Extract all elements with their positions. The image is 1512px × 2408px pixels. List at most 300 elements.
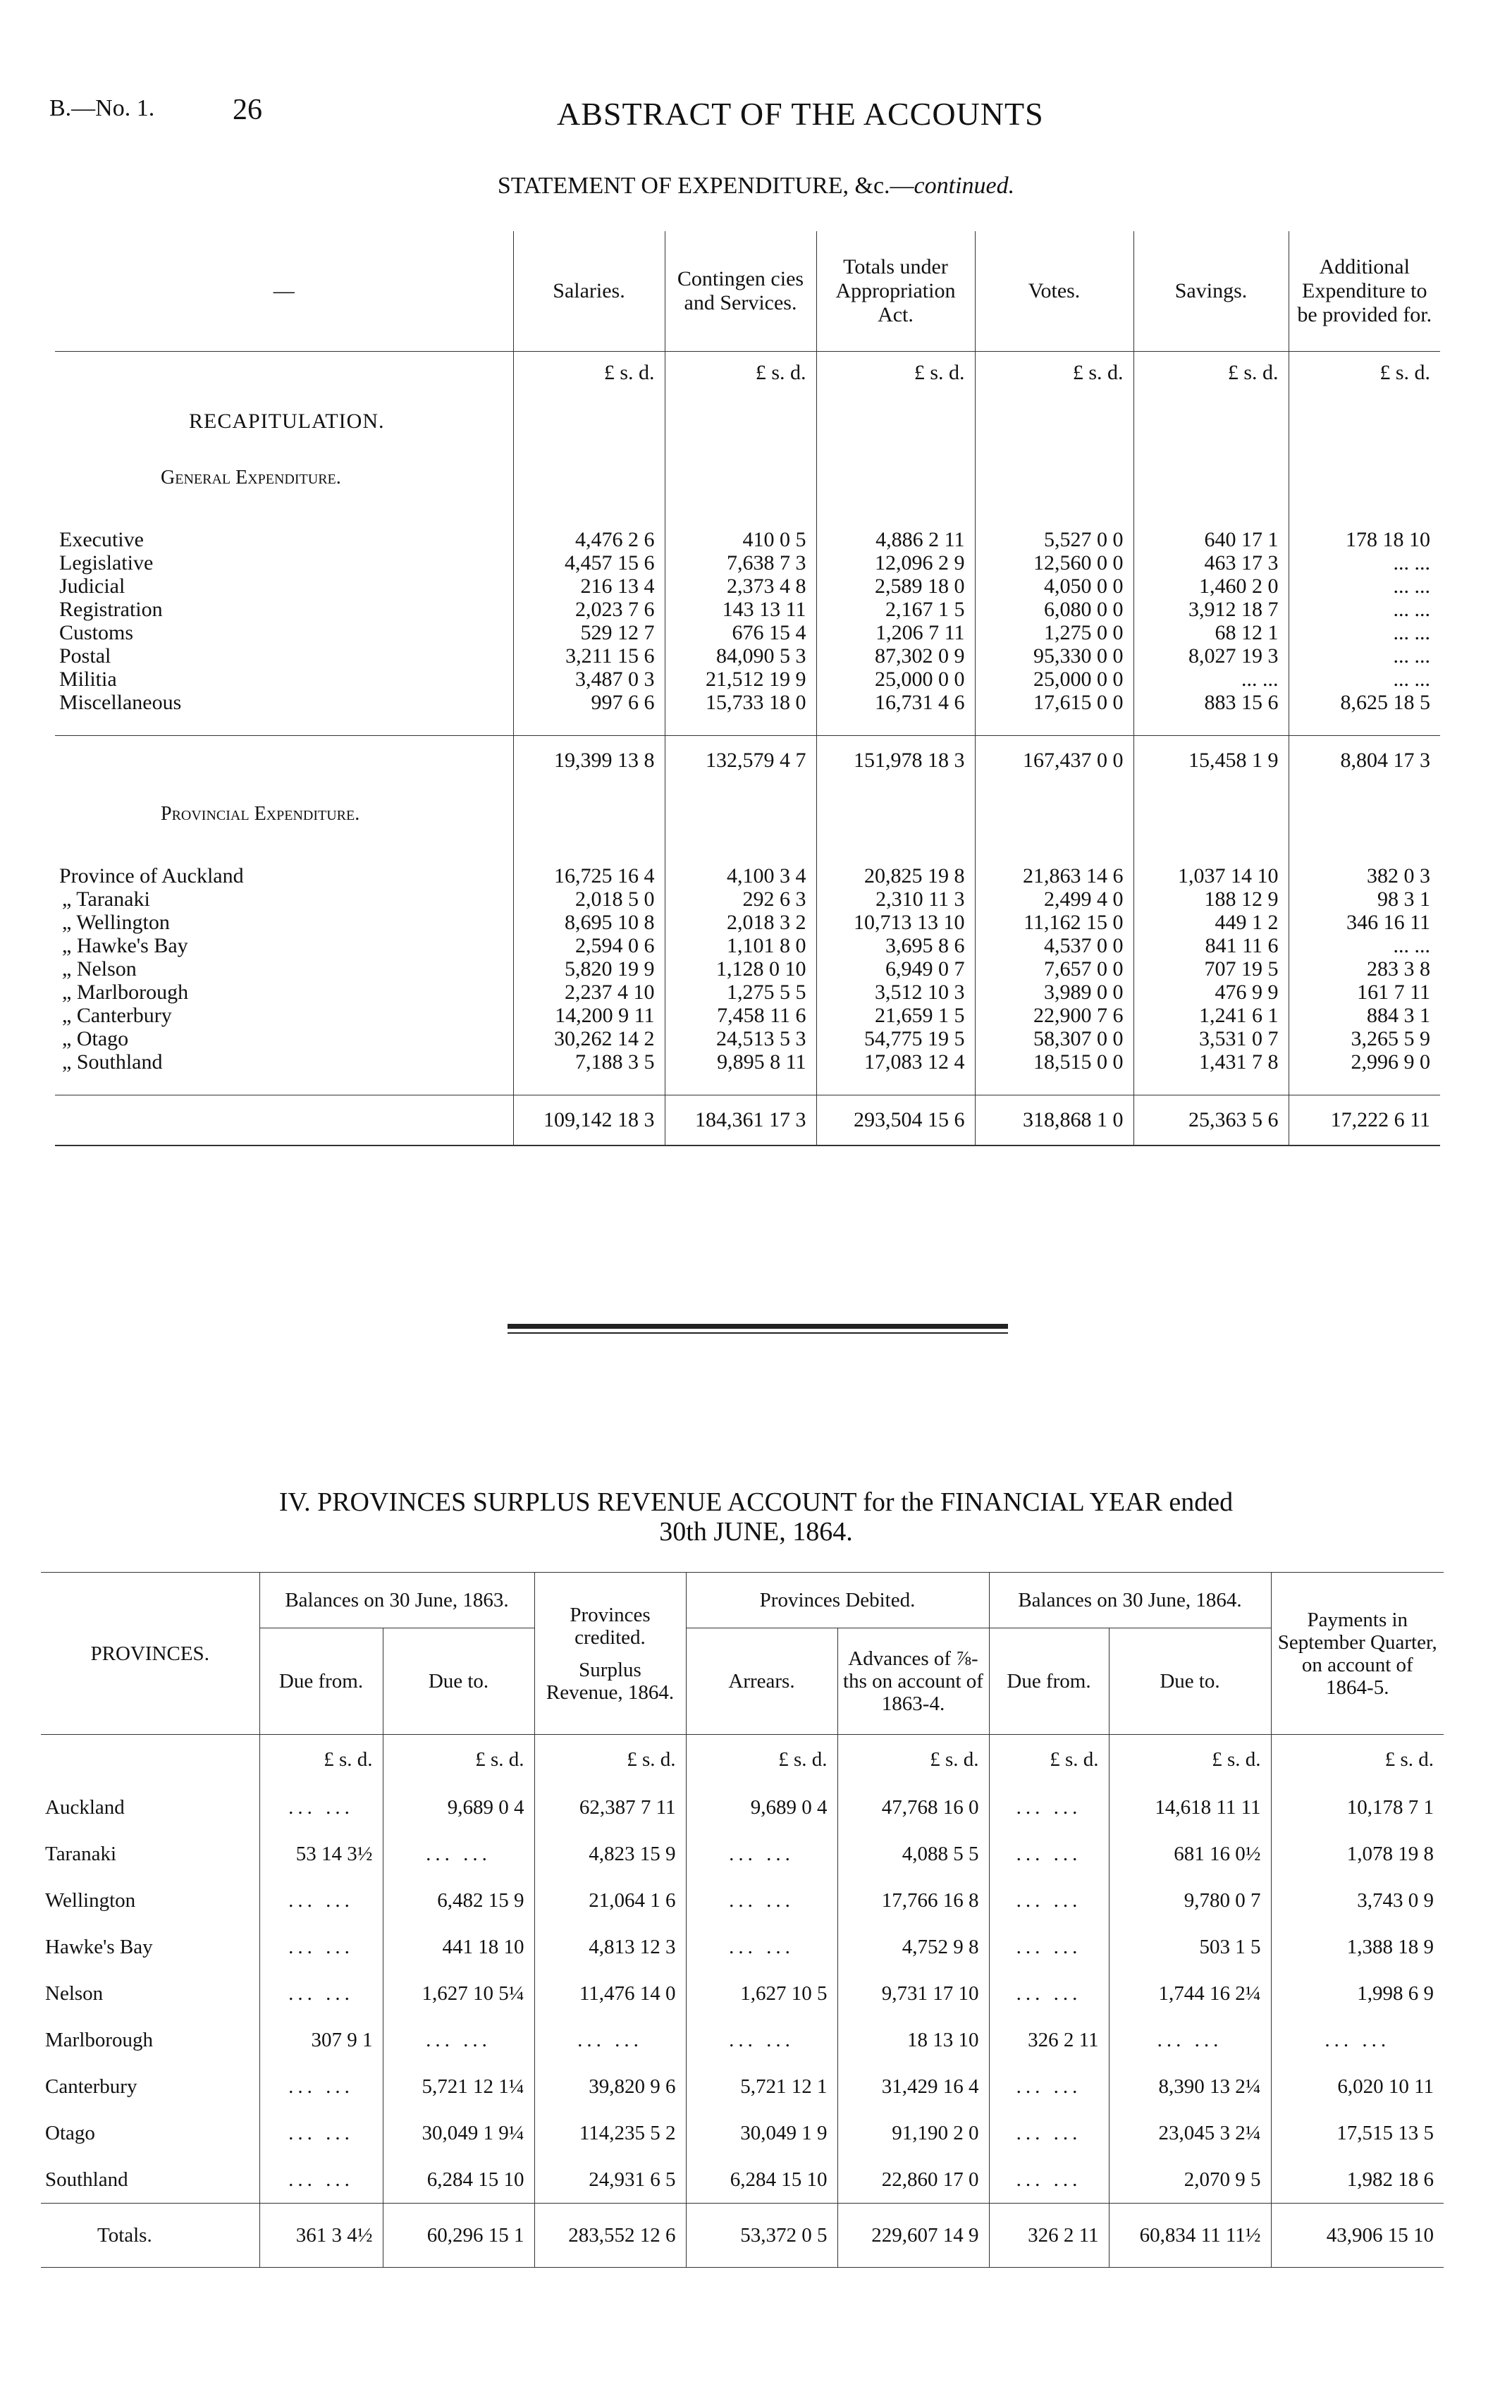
- amount-cell: 3,211 15 6: [513, 644, 665, 668]
- amount-cell: 25,000 0 0: [816, 668, 975, 691]
- amount-cell: 449 1 2: [1133, 911, 1289, 934]
- units-cell: £ s. d.: [975, 352, 1133, 395]
- amount-cell: 5,721 12 1: [686, 2063, 837, 2110]
- units-cell: £ s. d.: [1271, 1735, 1444, 1785]
- credited-label: Provinces credited.: [570, 1603, 651, 1649]
- amount-cell: 3,512 10 3: [816, 981, 975, 1004]
- amount-cell: ... ...: [1289, 934, 1440, 957]
- amount-cell: 6,482 15 9: [383, 1877, 534, 1924]
- table-row: [55, 1027, 1440, 1050]
- table-row: [55, 644, 1440, 668]
- amount-cell: ... ...: [686, 1831, 837, 1877]
- amount-cell: 6,020 10 11: [1271, 2063, 1444, 2110]
- col-header-totals: Totals under Appropriation Act.: [816, 231, 975, 352]
- total-cell: 184,361 17 3: [665, 1095, 816, 1146]
- amount-cell: 4,050 0 0: [975, 575, 1133, 598]
- t2-header-row-1: [41, 1573, 1444, 1628]
- total-cell: 167,437 0 0: [975, 736, 1133, 786]
- amount-cell: ... ...: [1271, 2017, 1444, 2063]
- units-cell: £ s. d.: [1109, 1735, 1271, 1785]
- amount-cell: 161 7 11: [1289, 981, 1440, 1004]
- units-cell: £ s. d.: [383, 1735, 534, 1785]
- general-total-row: [55, 736, 1440, 786]
- amount-cell: 1,998 6 9: [1271, 1970, 1444, 2017]
- amount-cell: 87,302 0 9: [816, 644, 975, 668]
- amount-cell: 12,096 2 9: [816, 551, 975, 575]
- amount-cell: 2,310 11 3: [816, 887, 975, 911]
- total-cell: 318,868 1 0: [975, 1095, 1133, 1146]
- total-cell: 53,372 0 5: [686, 2204, 837, 2268]
- subtitle-text: STATEMENT OF EXPENDITURE, &c.—: [497, 173, 914, 199]
- table-row: [55, 598, 1440, 621]
- amount-cell: 2,373 4 8: [665, 575, 816, 598]
- amount-cell: 3,487 0 3: [513, 668, 665, 691]
- table-row: [55, 981, 1440, 1004]
- statement-subtitle: [0, 173, 1512, 199]
- amount-cell: 98 3 1: [1289, 887, 1440, 911]
- units-cell: £ s. d.: [1133, 352, 1289, 395]
- amount-cell: 476 9 9: [1133, 981, 1289, 1004]
- units-cell: £ s. d.: [989, 1735, 1109, 1785]
- table-row: [41, 1877, 1444, 1924]
- row-label: „ Hawke's Bay: [62, 934, 188, 957]
- table-row: [41, 2017, 1444, 2063]
- amount-cell: 15,733 18 0: [665, 691, 816, 714]
- amount-cell: 2,167 1 5: [816, 598, 975, 621]
- amount-cell: 18,515 0 0: [975, 1050, 1133, 1074]
- amount-cell: 22,860 17 0: [837, 2156, 989, 2204]
- row-label: „ Canterbury: [62, 1004, 172, 1027]
- amount-cell: 21,512 19 9: [665, 668, 816, 691]
- amount-cell: 2,499 4 0: [975, 887, 1133, 911]
- table-row: [55, 528, 1440, 551]
- amount-cell: 1,241 6 1: [1133, 1004, 1289, 1027]
- amount-cell: 2,594 0 6: [513, 934, 665, 957]
- amount-cell: 8,390 13 2¼: [1109, 2063, 1271, 2110]
- table-row: [41, 2156, 1444, 2204]
- amount-cell: 463 17 3: [1133, 551, 1289, 575]
- amount-cell: ... ...: [1289, 575, 1440, 598]
- amount-cell: ... ...: [989, 1784, 1109, 1831]
- table-row: [55, 934, 1440, 957]
- amount-cell: 441 18 10: [383, 1924, 534, 1970]
- amount-cell: 4,537 0 0: [975, 934, 1133, 957]
- amount-cell: 3,695 8 6: [816, 934, 975, 957]
- col-header-blank: —: [55, 231, 513, 352]
- amount-cell: 4,457 15 6: [513, 551, 665, 575]
- units-cell: £ s. d.: [837, 1735, 989, 1785]
- amount-cell: 4,752 9 8: [837, 1924, 989, 1970]
- amount-cell: 14,618 11 11: [1109, 1784, 1271, 1831]
- amount-cell: 7,188 3 5: [513, 1050, 665, 1074]
- table-row: [55, 691, 1440, 714]
- amount-cell: 4,813 12 3: [534, 1924, 686, 1970]
- arrears-header: Arrears.: [686, 1628, 837, 1735]
- table-row: [55, 864, 1440, 887]
- payments-header: Payments in September Quarter, on account of 1864-5.: [1271, 1573, 1444, 1735]
- amount-cell: ... ...: [383, 2017, 534, 2063]
- table-row: [55, 668, 1440, 691]
- amount-cell: 326 2 11: [989, 2017, 1109, 2063]
- amount-cell: 31,429 16 4: [837, 2063, 989, 2110]
- amount-cell: 3,989 0 0: [975, 981, 1133, 1004]
- row-label: „ Nelson: [62, 957, 137, 981]
- totals-row: [41, 2204, 1444, 2268]
- amount-cell: ... ...: [259, 1970, 383, 2017]
- amount-cell: 1,101 8 0: [665, 934, 816, 957]
- amount-cell: 410 0 5: [665, 528, 816, 551]
- row-label: Customs: [59, 621, 134, 644]
- amount-cell: 9,895 8 11: [665, 1050, 816, 1074]
- provincial-expenditure-heading: Provincial Expenditure.: [161, 803, 360, 825]
- amount-cell: 1,982 18 6: [1271, 2156, 1444, 2204]
- amount-cell: 58,307 0 0: [975, 1027, 1133, 1050]
- units-cell: £ s. d.: [665, 352, 816, 395]
- total-cell: 17,222 6 11: [1289, 1095, 1440, 1146]
- province-label: Hawke's Bay: [45, 1935, 153, 1958]
- row-label: Miscellaneous: [59, 691, 182, 714]
- due-to-1863-header: Due to.: [383, 1628, 534, 1735]
- col-header-votes: Votes.: [975, 231, 1133, 352]
- surplus-table-body: [41, 1735, 1444, 2268]
- amount-cell: 12,560 0 0: [975, 551, 1133, 575]
- table-row: [55, 575, 1440, 598]
- spacer-row: [55, 507, 1440, 528]
- amount-cell: 17,766 16 8: [837, 1877, 989, 1924]
- amount-cell: 24,931 6 5: [534, 2156, 686, 2204]
- amount-cell: 2,237 4 10: [513, 981, 665, 1004]
- units-blank: [55, 352, 513, 395]
- amount-cell: ... ...: [989, 2110, 1109, 2156]
- total-cell: 361 3 4½: [259, 2204, 383, 2268]
- amount-cell: 4,476 2 6: [513, 528, 665, 551]
- spacer-row: [55, 714, 1440, 736]
- amount-cell: 30,262 14 2: [513, 1027, 665, 1050]
- spacer-row: [55, 843, 1440, 864]
- province-label: Marlborough: [45, 2028, 154, 2051]
- amount-cell: ... ...: [259, 2156, 383, 2204]
- province-label: Wellington: [45, 1888, 136, 1912]
- expenditure-table: [55, 231, 1440, 1146]
- amount-cell: 1,431 7 8: [1133, 1050, 1289, 1074]
- table-row: [55, 887, 1440, 911]
- province-label: Otago: [45, 2121, 95, 2144]
- amount-cell: 676 15 4: [665, 621, 816, 644]
- amount-cell: ... ...: [686, 1924, 837, 1970]
- expenditure-table-body: [55, 352, 1440, 1146]
- amount-cell: 4,823 15 9: [534, 1831, 686, 1877]
- amount-cell: 9,689 0 4: [686, 1784, 837, 1831]
- table-row: [41, 2110, 1444, 2156]
- total-cell: 283,552 12 6: [534, 2204, 686, 2268]
- amount-cell: 997 6 6: [513, 691, 665, 714]
- amount-cell: 2,018 3 2: [665, 911, 816, 934]
- total-cell: 60,296 15 1: [383, 2204, 534, 2268]
- amount-cell: 307 9 1: [259, 2017, 383, 2063]
- amount-cell: 3,531 0 7: [1133, 1027, 1289, 1050]
- amount-cell: 2,023 7 6: [513, 598, 665, 621]
- amount-cell: 9,731 17 10: [837, 1970, 989, 2017]
- total-cell: 60,834 11 11½: [1109, 2204, 1271, 2268]
- amount-cell: 5,527 0 0: [975, 528, 1133, 551]
- amount-cell: 5,721 12 1¼: [383, 2063, 534, 2110]
- amount-cell: 21,659 1 5: [816, 1004, 975, 1027]
- amount-cell: ... ...: [989, 1970, 1109, 2017]
- amount-cell: 16,731 4 6: [816, 691, 975, 714]
- amount-cell: ... ...: [686, 2017, 837, 2063]
- amount-cell: ... ...: [259, 1877, 383, 1924]
- amount-cell: ... ...: [259, 2110, 383, 2156]
- amount-cell: 84,090 5 3: [665, 644, 816, 668]
- page-title: ABSTRACT OF THE ACCOUNTS: [557, 96, 1044, 132]
- amount-cell: 20,825 19 8: [816, 864, 975, 887]
- amount-cell: ... ...: [383, 1831, 534, 1877]
- amount-cell: 11,162 15 0: [975, 911, 1133, 934]
- totals-label: Totals.: [41, 2204, 259, 2268]
- provinces-header: PROVINCES.: [90, 1642, 209, 1665]
- amount-cell: 4,100 3 4: [665, 864, 816, 887]
- amount-cell: 1,078 19 8: [1271, 1831, 1444, 1877]
- total-cell: 109,142 18 3: [513, 1095, 665, 1146]
- amount-cell: 143 13 11: [665, 598, 816, 621]
- amount-cell: 1,744 16 2¼: [1109, 1970, 1271, 2017]
- amount-cell: 1,037 14 10: [1133, 864, 1289, 887]
- balances-1863-header: Balances on 30 June, 1863.: [259, 1573, 534, 1628]
- amount-cell: 2,589 18 0: [816, 575, 975, 598]
- amount-cell: 21,863 14 6: [975, 864, 1133, 887]
- total-cell: 15,458 1 9: [1133, 736, 1289, 786]
- amount-cell: 8,695 10 8: [513, 911, 665, 934]
- total-cell: 132,579 4 7: [665, 736, 816, 786]
- amount-cell: 6,949 0 7: [816, 957, 975, 981]
- amount-cell: 3,265 5 9: [1289, 1027, 1440, 1050]
- divider-rule: [508, 1324, 1008, 1329]
- row-label: Registration: [59, 598, 163, 621]
- amount-cell: 216 13 4: [513, 575, 665, 598]
- section-row: [55, 394, 1440, 449]
- amount-cell: 22,900 7 6: [975, 1004, 1133, 1027]
- amount-cell: 21,064 1 6: [534, 1877, 686, 1924]
- amount-cell: 10,178 7 1: [1271, 1784, 1444, 1831]
- section-row: [55, 785, 1440, 843]
- general-expenditure-heading: General Expenditure.: [161, 467, 341, 489]
- amount-cell: 1,206 7 11: [816, 621, 975, 644]
- amount-cell: 68 12 1: [1133, 621, 1289, 644]
- amount-cell: 292 6 3: [665, 887, 816, 911]
- total-cell: 8,804 17 3: [1289, 736, 1440, 786]
- amount-cell: ... ...: [1289, 644, 1440, 668]
- amount-cell: 1,128 0 10: [665, 957, 816, 981]
- amount-cell: 640 17 1: [1133, 528, 1289, 551]
- province-label: Nelson: [45, 1982, 104, 2005]
- col-header-contingencies: Contingen cies and Services.: [665, 231, 816, 352]
- section-row: [55, 449, 1440, 507]
- amount-cell: 25,000 0 0: [975, 668, 1133, 691]
- divider-rule-thin: [508, 1332, 1008, 1334]
- expenditure-column-headers: [55, 231, 1440, 352]
- row-label: Judicial: [59, 575, 125, 598]
- units-blank: [41, 1735, 259, 1785]
- amount-cell: 11,476 14 0: [534, 1970, 686, 2017]
- total-cell: 25,363 5 6: [1133, 1095, 1289, 1146]
- amount-cell: 30,049 1 9: [686, 2110, 837, 2156]
- row-label: Legislative: [59, 551, 154, 575]
- units-cell: £ s. d.: [686, 1735, 837, 1785]
- amount-cell: 283 3 8: [1289, 957, 1440, 981]
- row-label: „ Otago: [62, 1027, 129, 1050]
- amount-cell: 18 13 10: [837, 2017, 989, 2063]
- amount-cell: 1,275 0 0: [975, 621, 1133, 644]
- table-row: [55, 1050, 1440, 1074]
- amount-cell: 4,886 2 11: [816, 528, 975, 551]
- amount-cell: 382 0 3: [1289, 864, 1440, 887]
- amount-cell: ... ...: [1289, 668, 1440, 691]
- provincial-total-row: [55, 1095, 1440, 1146]
- row-label: „ Southland: [62, 1050, 163, 1074]
- table-row: [55, 551, 1440, 575]
- units-cell: £ s. d.: [816, 352, 975, 395]
- recapitulation-heading: RECAPITULATION.: [189, 410, 385, 433]
- total-cell: 293,504 15 6: [816, 1095, 975, 1146]
- surplus-revenue-label: Surplus Revenue, 1864.: [546, 1658, 675, 1704]
- amount-cell: 9,780 0 7: [1109, 1877, 1271, 1924]
- amount-cell: 178 18 10: [1289, 528, 1440, 551]
- amount-cell: 707 19 5: [1133, 957, 1289, 981]
- t2-units-row: [41, 1735, 1444, 1785]
- due-to-1864-header: Due to.: [1109, 1628, 1271, 1735]
- amount-cell: ... ...: [1289, 598, 1440, 621]
- balances-1864-header: Balances on 30 June, 1864.: [989, 1573, 1271, 1628]
- amount-cell: 95,330 0 0: [975, 644, 1133, 668]
- amount-cell: 47,768 16 0: [837, 1784, 989, 1831]
- table-row: [41, 1924, 1444, 1970]
- amount-cell: 5,820 19 9: [513, 957, 665, 981]
- amount-cell: 681 16 0½: [1109, 1831, 1271, 1877]
- spacer-row: [55, 1074, 1440, 1095]
- amount-cell: ... ...: [1109, 2017, 1271, 2063]
- amount-cell: 23,045 3 2¼: [1109, 2110, 1271, 2156]
- amount-cell: 6,284 15 10: [686, 2156, 837, 2204]
- units-cell: £ s. d.: [534, 1735, 686, 1785]
- row-label: „ Taranaki: [62, 887, 150, 911]
- table-row: [41, 1831, 1444, 1877]
- table-row: [41, 2063, 1444, 2110]
- amount-cell: 1,388 18 9: [1271, 1924, 1444, 1970]
- amount-cell: 8,027 19 3: [1133, 644, 1289, 668]
- amount-cell: ... ...: [534, 2017, 686, 2063]
- amount-cell: 17,083 12 4: [816, 1050, 975, 1074]
- surplus-revenue-table: [41, 1572, 1444, 2268]
- amount-cell: ... ...: [259, 2063, 383, 2110]
- advances-header: Advances of ⅞-ths on account of 1863-4.: [837, 1628, 989, 1735]
- table-row: [41, 1784, 1444, 1831]
- amount-cell: 1,627 10 5¼: [383, 1970, 534, 2017]
- amount-cell: ... ...: [989, 1877, 1109, 1924]
- amount-cell: 3,743 0 9: [1271, 1877, 1444, 1924]
- amount-cell: 1,275 5 5: [665, 981, 816, 1004]
- amount-cell: 884 3 1: [1289, 1004, 1440, 1027]
- amount-cell: ... ...: [989, 1831, 1109, 1877]
- amount-cell: 16,725 16 4: [513, 864, 665, 887]
- amount-cell: 6,080 0 0: [975, 598, 1133, 621]
- province-label: Taranaki: [45, 1842, 117, 1865]
- provinces-credited-header: [534, 1573, 686, 1735]
- amount-cell: 7,638 7 3: [665, 551, 816, 575]
- amount-cell: 2,018 5 0: [513, 887, 665, 911]
- amount-cell: 3,912 18 7: [1133, 598, 1289, 621]
- amount-cell: 53 14 3½: [259, 1831, 383, 1877]
- province-label: Southland: [45, 2168, 128, 2191]
- amount-cell: 14,200 9 11: [513, 1004, 665, 1027]
- provinces-debited-header: Provinces Debited.: [686, 1573, 989, 1628]
- amount-cell: 54,775 19 5: [816, 1027, 975, 1050]
- row-label: Postal: [59, 644, 111, 668]
- units-row: [55, 352, 1440, 395]
- amount-cell: 1,627 10 5: [686, 1970, 837, 2017]
- amount-cell: 62,387 7 11: [534, 1784, 686, 1831]
- total-cell: 151,978 18 3: [816, 736, 975, 786]
- total-cell: 43,906 15 10: [1271, 2204, 1444, 2268]
- amount-cell: ... ...: [989, 2063, 1109, 2110]
- amount-cell: ... ...: [989, 2156, 1109, 2204]
- col-header-additional: Additional Expenditure to be provided for.: [1289, 231, 1440, 352]
- amount-cell: ... ...: [686, 1877, 837, 1924]
- table-row: [41, 1970, 1444, 2017]
- amount-cell: ... ...: [259, 1924, 383, 1970]
- document-reference: B.—No. 1.: [49, 95, 155, 121]
- amount-cell: 188 12 9: [1133, 887, 1289, 911]
- amount-cell: 10,713 13 10: [816, 911, 975, 934]
- total-cell: 229,607 14 9: [837, 2204, 989, 2268]
- province-label: Canterbury: [45, 2075, 137, 2098]
- amount-cell: 346 16 11: [1289, 911, 1440, 934]
- total-cell: 19,399 13 8: [513, 736, 665, 786]
- row-label: „ Wellington: [62, 911, 170, 934]
- row-label: Militia: [59, 668, 117, 691]
- surplus-title-line1: IV. PROVINCES SURPLUS REVENUE ACCOUNT for the FINANCIAL YEAR ended: [278, 1487, 1234, 1517]
- row-label: Executive: [59, 528, 144, 551]
- amount-cell: 4,088 5 5: [837, 1831, 989, 1877]
- table-row: [55, 1004, 1440, 1027]
- amount-cell: 39,820 9 6: [534, 2063, 686, 2110]
- col-header-savings: Savings.: [1133, 231, 1289, 352]
- amount-cell: 114,235 5 2: [534, 2110, 686, 2156]
- total-cell: 326 2 11: [989, 2204, 1109, 2268]
- table-row: [55, 621, 1440, 644]
- amount-cell: 883 15 6: [1133, 691, 1289, 714]
- amount-cell: 24,513 5 3: [665, 1027, 816, 1050]
- amount-cell: 2,070 9 5: [1109, 2156, 1271, 2204]
- surplus-account-title: [0, 1487, 1512, 1547]
- amount-cell: ... ...: [1133, 668, 1289, 691]
- amount-cell: 503 1 5: [1109, 1924, 1271, 1970]
- amount-cell: 7,657 0 0: [975, 957, 1133, 981]
- table-row: [55, 957, 1440, 981]
- amount-cell: ... ...: [1289, 551, 1440, 575]
- amount-cell: 7,458 11 6: [665, 1004, 816, 1027]
- amount-cell: 17,615 0 0: [975, 691, 1133, 714]
- col-header-salaries: Salaries.: [513, 231, 665, 352]
- surplus-title-line2: 30th JUNE, 1864.: [659, 1517, 853, 1547]
- amount-cell: 2,996 9 0: [1289, 1050, 1440, 1074]
- amount-cell: 9,689 0 4: [383, 1784, 534, 1831]
- amount-cell: 91,190 2 0: [837, 2110, 989, 2156]
- table-row: [55, 911, 1440, 934]
- province-label: Auckland: [45, 1795, 125, 1819]
- units-cell: £ s. d.: [259, 1735, 383, 1785]
- amount-cell: ... ...: [989, 1924, 1109, 1970]
- amount-cell: 8,625 18 5: [1289, 691, 1440, 714]
